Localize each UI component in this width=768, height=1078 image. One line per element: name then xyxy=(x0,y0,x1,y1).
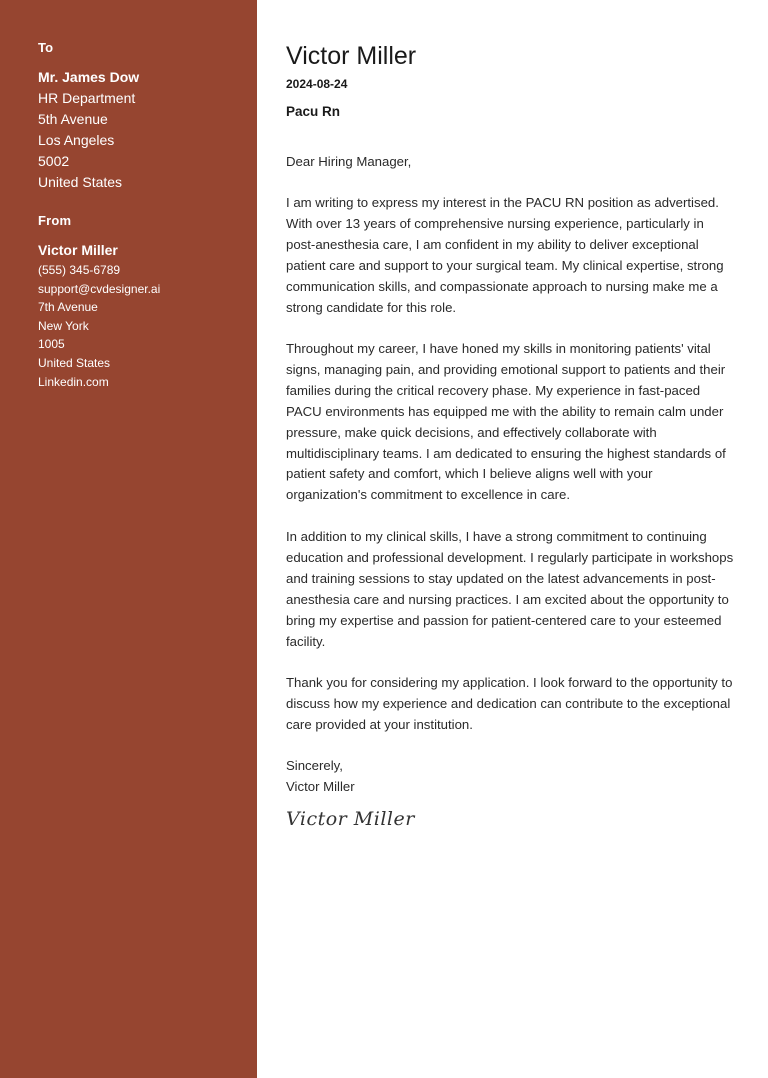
sender-phone: (555) 345-6789 xyxy=(38,263,121,277)
sender-zip: 1005 xyxy=(38,337,65,351)
letter-body xyxy=(257,0,768,1078)
job-title: Pacu Rn xyxy=(286,104,341,119)
recipient-department: HR Department xyxy=(38,90,136,106)
sender-heading: From xyxy=(38,213,72,228)
signature: Victor Miller xyxy=(286,808,415,830)
closing: Sincerely, xyxy=(286,758,343,773)
page-title: Victor Miller xyxy=(286,42,417,70)
sender-email: support@cvdesigner.ai xyxy=(38,282,161,296)
sender-website: Linkedin.com xyxy=(38,375,109,389)
recipient-country: United States xyxy=(38,174,123,190)
recipient-street: 5th Avenue xyxy=(38,111,108,127)
paragraph-2: Throughout my career, I have honed my skills in monitoring patients' vital signs, managing pain, and providing emotional support to patients and their families during the critical recovery phase. My experience in fast-paced PACU environments has equipped me with the ability to remain calm under pressure, make quick decisions, and effectively collaborate with multidisciplinary teams. I am dedicated to ensuring the highest standards of patient safety and comfort, which I believe aligns well with your organization's commitment to excellence in care. xyxy=(286,341,726,503)
sender-street: 7th Avenue xyxy=(38,300,98,314)
letter-date: 2024-08-24 xyxy=(286,77,348,91)
recipient-zip: 5002 xyxy=(38,153,70,169)
closing-name: Victor Miller xyxy=(286,779,355,794)
paragraph-3: In addition to my clinical skills, I have a strong commitment to continuing education and professional development. I regularly participate in workshops and training sessions to stay updated on the latest advancements in post-anesthesia care and nursing practices. I am excited about the opportunity to bring my expertise and passion for patient-centered care to your esteemed facility. xyxy=(286,529,734,649)
sender-name: Victor Miller xyxy=(38,242,118,258)
recipient-city: Los Angeles xyxy=(38,132,115,148)
paragraph-1: I am writing to express my interest in the PACU RN position as advertised. With over 13 years of comprehensive nursing experience, particularly in post-anesthesia care, I am confident in my ability to deliver exceptional patient care and support to your surgical team. My clinical expertise, strong communication skills, and compassionate approach to nursing make me a strong candidate for this role. xyxy=(286,195,724,315)
recipient-name: Mr. James Dow xyxy=(38,69,140,85)
greeting: Dear Hiring Manager, xyxy=(286,154,412,169)
sender-country: United States xyxy=(38,356,111,370)
sidebar xyxy=(0,0,257,1078)
paragraph-4: Thank you for considering my application. I look forward to the opportunity to discuss how my experience and dedication can contribute to the exceptional care provided at your institution. xyxy=(286,675,733,732)
sender-city: New York xyxy=(38,319,89,333)
recipient-heading: To xyxy=(38,40,54,55)
